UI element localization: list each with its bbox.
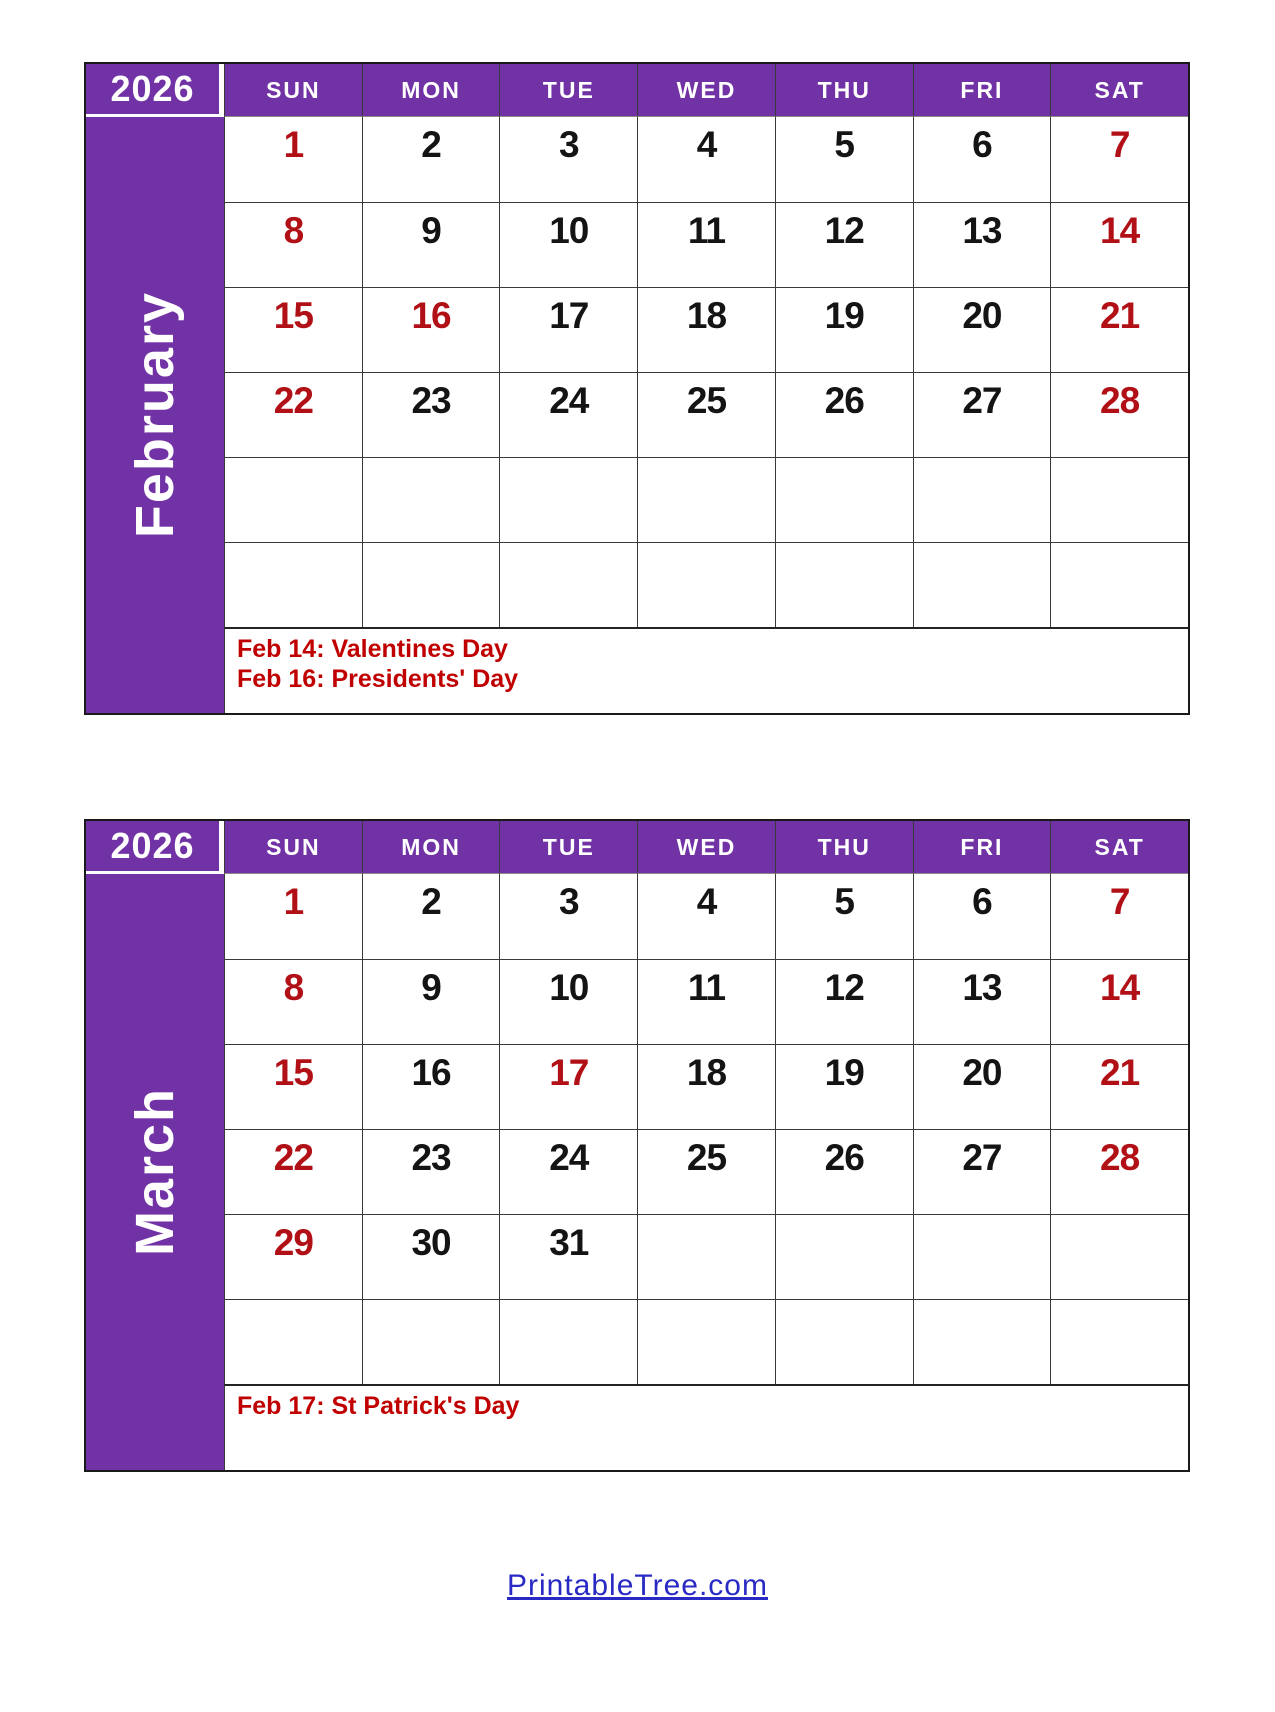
date-march-25: 25 — [637, 1129, 775, 1214]
date-february-14: 14 — [1050, 202, 1188, 287]
date-february-15: 15 — [224, 287, 362, 372]
date-march-17: 17 — [499, 1044, 637, 1129]
date-march-6: 6 — [913, 874, 1051, 959]
date-february-1: 1 — [224, 117, 362, 202]
date-march-30: 30 — [362, 1214, 500, 1299]
date-february-6: 6 — [913, 117, 1051, 202]
empty-date-cell — [637, 457, 775, 542]
date-march-18: 18 — [637, 1044, 775, 1129]
empty-date-cell — [362, 1299, 500, 1384]
date-march-2: 2 — [362, 874, 500, 959]
date-march-26: 26 — [775, 1129, 913, 1214]
empty-date-cell — [499, 1299, 637, 1384]
date-march-11: 11 — [637, 959, 775, 1044]
date-march-3: 3 — [499, 874, 637, 959]
date-march-5: 5 — [775, 874, 913, 959]
date-march-23: 23 — [362, 1129, 500, 1214]
date-february-2: 2 — [362, 117, 500, 202]
holiday-notes — [224, 627, 1188, 713]
date-march-22: 22 — [224, 1129, 362, 1214]
date-march-28: 28 — [1050, 1129, 1188, 1214]
date-february-9: 9 — [362, 202, 500, 287]
holiday-note: Feb 14: Valentines Day — [237, 635, 508, 663]
date-march-13: 13 — [913, 959, 1051, 1044]
footer-link[interactable]: PrintableTree.com — [507, 1569, 768, 1602]
empty-date-cell — [1050, 457, 1188, 542]
date-february-23: 23 — [362, 372, 500, 457]
empty-date-cell — [637, 1299, 775, 1384]
holiday-note: Feb 17: St Patrick's Day — [237, 1392, 520, 1420]
month-sidebar — [86, 117, 224, 713]
holiday-notes — [224, 1384, 1188, 1470]
month-label: February — [125, 291, 185, 539]
date-february-12: 12 — [775, 202, 913, 287]
date-march-1: 1 — [224, 874, 362, 959]
day-header-wed: WED — [637, 64, 775, 117]
month-sidebar — [86, 874, 224, 1470]
day-header-tue: TUE — [499, 64, 637, 117]
empty-date-cell — [1050, 1214, 1188, 1299]
empty-date-cell — [913, 1214, 1051, 1299]
holiday-note: Feb 16: Presidents' Day — [237, 664, 519, 693]
date-march-10: 10 — [499, 959, 637, 1044]
empty-date-cell — [1050, 542, 1188, 627]
date-february-5: 5 — [775, 117, 913, 202]
day-header-fri: FRI — [913, 64, 1051, 117]
year-label: 2026 — [86, 64, 224, 117]
date-february-4: 4 — [637, 117, 775, 202]
date-march-4: 4 — [637, 874, 775, 959]
date-march-31: 31 — [499, 1214, 637, 1299]
calendar-march — [84, 819, 1190, 1472]
empty-date-cell — [913, 457, 1051, 542]
day-header-thu: THU — [775, 821, 913, 874]
date-march-9: 9 — [362, 959, 500, 1044]
date-february-22: 22 — [224, 372, 362, 457]
date-february-18: 18 — [637, 287, 775, 372]
date-february-27: 27 — [913, 372, 1051, 457]
date-march-14: 14 — [1050, 959, 1188, 1044]
empty-date-cell — [913, 1299, 1051, 1384]
date-march-16: 16 — [362, 1044, 500, 1129]
day-header-mon: MON — [362, 64, 500, 117]
date-march-21: 21 — [1050, 1044, 1188, 1129]
date-february-7: 7 — [1050, 117, 1188, 202]
date-february-11: 11 — [637, 202, 775, 287]
date-february-20: 20 — [913, 287, 1051, 372]
day-header-fri: FRI — [913, 821, 1051, 874]
date-march-20: 20 — [913, 1044, 1051, 1129]
day-header-mon: MON — [362, 821, 500, 874]
month-label: March — [125, 1087, 185, 1257]
day-header-sat: SAT — [1050, 64, 1188, 117]
date-february-24: 24 — [499, 372, 637, 457]
year-label: 2026 — [86, 821, 224, 874]
date-march-7: 7 — [1050, 874, 1188, 959]
empty-date-cell — [637, 542, 775, 627]
date-march-19: 19 — [775, 1044, 913, 1129]
empty-date-cell — [362, 457, 500, 542]
date-march-24: 24 — [499, 1129, 637, 1214]
empty-date-cell — [775, 1214, 913, 1299]
empty-date-cell — [637, 1214, 775, 1299]
empty-date-cell — [224, 542, 362, 627]
date-february-17: 17 — [499, 287, 637, 372]
empty-date-cell — [499, 457, 637, 542]
day-header-sun: SUN — [224, 64, 362, 117]
empty-date-cell — [775, 542, 913, 627]
date-march-29: 29 — [224, 1214, 362, 1299]
date-march-15: 15 — [224, 1044, 362, 1129]
day-header-thu: THU — [775, 64, 913, 117]
day-header-tue: TUE — [499, 821, 637, 874]
empty-date-cell — [1050, 1299, 1188, 1384]
page — [0, 62, 1275, 1603]
date-february-13: 13 — [913, 202, 1051, 287]
date-march-27: 27 — [913, 1129, 1051, 1214]
date-february-3: 3 — [499, 117, 637, 202]
calendar-february — [84, 62, 1190, 715]
day-header-wed: WED — [637, 821, 775, 874]
date-february-25: 25 — [637, 372, 775, 457]
empty-date-cell — [913, 542, 1051, 627]
day-header-sat: SAT — [1050, 821, 1188, 874]
date-february-16: 16 — [362, 287, 500, 372]
empty-date-cell — [499, 542, 637, 627]
date-february-28: 28 — [1050, 372, 1188, 457]
empty-date-cell — [775, 457, 913, 542]
date-february-10: 10 — [499, 202, 637, 287]
empty-date-cell — [224, 457, 362, 542]
empty-date-cell — [362, 542, 500, 627]
day-header-sun: SUN — [224, 821, 362, 874]
date-february-21: 21 — [1050, 287, 1188, 372]
date-february-19: 19 — [775, 287, 913, 372]
empty-date-cell — [224, 1299, 362, 1384]
empty-date-cell — [775, 1299, 913, 1384]
footer — [0, 1569, 1275, 1603]
date-february-8: 8 — [224, 202, 362, 287]
date-february-26: 26 — [775, 372, 913, 457]
date-march-8: 8 — [224, 959, 362, 1044]
date-march-12: 12 — [775, 959, 913, 1044]
